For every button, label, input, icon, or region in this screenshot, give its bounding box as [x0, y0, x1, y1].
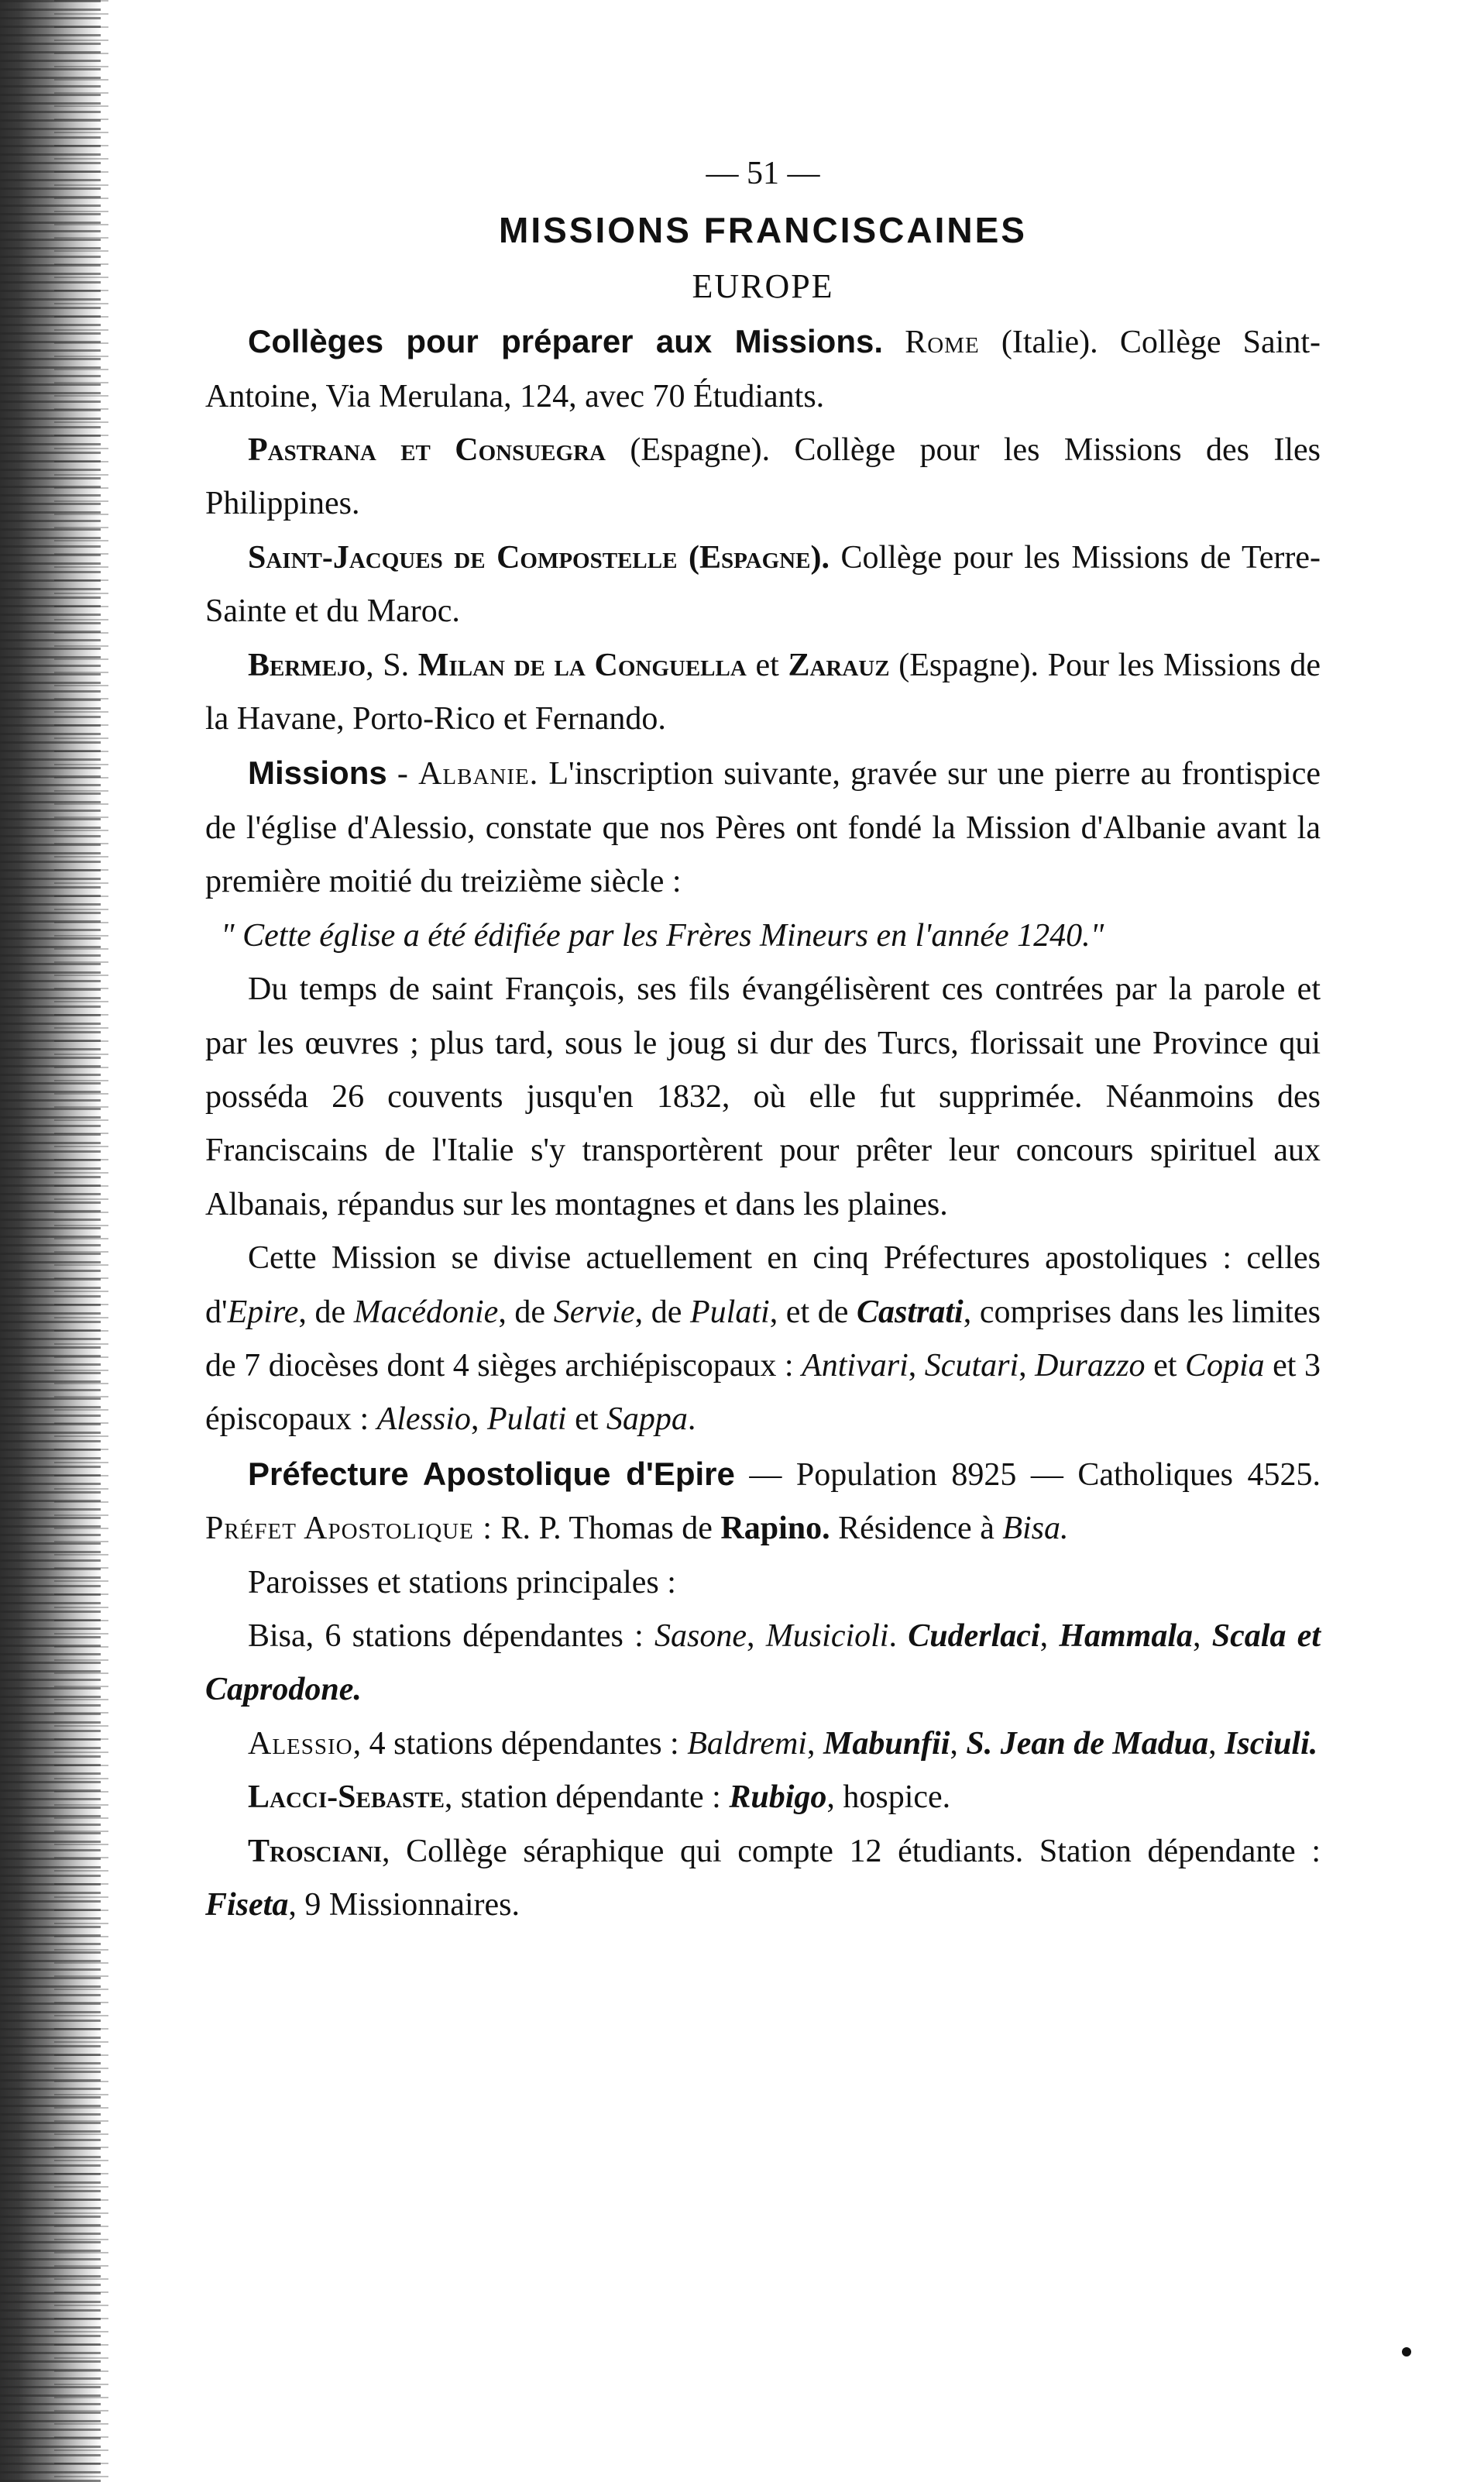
name-macedonie: Macédonie	[353, 1294, 499, 1330]
parish-lacci	[205, 1771, 1321, 1824]
name-castrati: Castrati	[857, 1294, 964, 1330]
prefectures-text-12: et	[566, 1401, 606, 1438]
station-s-jean: S. Jean de Madua	[966, 1725, 1209, 1762]
book-page	[205, 147, 1321, 1932]
station-rubigo: Rubigo	[729, 1779, 827, 1816]
place-milan: Milan de la Conguella	[417, 647, 747, 683]
name-pulati: Pulati	[690, 1294, 770, 1330]
prefectures-text-3: , de	[498, 1294, 554, 1330]
parish-trosciani	[205, 1825, 1321, 1933]
bermejo-sep: , S.	[366, 647, 410, 683]
compostelle-text: Collège pour les Missions de Terre-Sainte et du Maroc.	[205, 539, 1321, 630]
prefectures-text-10: et 3 épiscopaux :	[205, 1347, 1321, 1438]
parishes-intro: Paroisses et stations principales :	[248, 1564, 676, 1600]
parish-alessio: Alessio, 4 stations dépendantes : Baldremi, Mabunfii, S. Jean de Madua, Isciuli.	[248, 1725, 1318, 1762]
albanie-text: L'inscription suivante, gravée sur une pierre au frontispice de l'église d'Alessio, constate que nos Pères ont fondé la Mission d'Albanie avant la première moitié du treizième siècle :	[205, 756, 1321, 900]
name-copia: Copia	[1184, 1347, 1265, 1384]
place-trosciani: Trosciani	[248, 1833, 383, 1869]
section-title: EUROPE	[692, 266, 834, 305]
prefectures-text-7: ,	[908, 1347, 925, 1384]
station-hammala: Hammala	[1059, 1617, 1194, 1654]
place-lacci: Lacci-Sebaste	[248, 1779, 445, 1816]
place-rome: Rome	[905, 325, 980, 361]
albanie-dash: -	[386, 756, 419, 792]
page-number: — 51 —	[706, 156, 820, 191]
paragraph-albanie	[205, 746, 1321, 909]
station-isciuli: Isciuli.	[1225, 1725, 1318, 1762]
name-durazzo: Durazzo	[1035, 1347, 1146, 1384]
lacci-text-2: , hospice.	[826, 1779, 951, 1816]
paragraph-colleges	[205, 315, 1321, 424]
prefectures-text-11: ,	[470, 1401, 487, 1438]
name-alessio: Alessio	[376, 1401, 471, 1438]
page-title: MISSIONS FRANCISCAINES	[499, 210, 1027, 251]
prefect-label: Préfet Apostolique :	[205, 1511, 493, 1547]
prefect-name-end: Rapino.	[720, 1511, 830, 1547]
station-musicioli: Musicioli	[765, 1617, 889, 1654]
name-scutari: Scutari	[924, 1347, 1019, 1384]
station-fiseta: Fiseta	[205, 1887, 289, 1923]
lacci-text: , station dépendante :	[444, 1779, 730, 1816]
prefect-name: R. P. Thomas de	[492, 1511, 721, 1547]
name-servie: Servie	[553, 1294, 635, 1330]
prefectures-text-5: , et de	[769, 1294, 857, 1330]
place-compostelle: Saint-Jacques de Compostelle (Espagne).	[248, 539, 830, 576]
place-bermejo: Bermejo	[248, 647, 366, 683]
place-bisa: Bisa	[248, 1617, 306, 1654]
name-sappa: Sappa	[606, 1401, 688, 1438]
scan-binding-shadow	[54, 0, 108, 2482]
name-epire: Epire	[227, 1294, 299, 1330]
residence-label: Résidence à	[830, 1511, 1003, 1547]
prefectures-text-1: Cette Mission se divise actuellement en cinq Préfectures apostoliques : celles d'	[205, 1240, 1321, 1330]
residence-bisa: Bisa.	[1002, 1511, 1069, 1547]
bisa-text: , 6 stations dépendantes :	[305, 1617, 655, 1654]
inscription-quote: " Cette église a été édifiée par les Frères Mineurs en l'année 1240."	[221, 917, 1104, 954]
colleges-text: (Italie). Collège Saint-Antoine, Via Merulana, 124, avec 70 Étudiants.	[205, 325, 1321, 414]
place-alessio: Alessio	[248, 1725, 353, 1762]
prefecture-population: — Population 8925 — Catholiques 4525.	[734, 1456, 1321, 1493]
name-antivari: Antivari	[802, 1347, 909, 1384]
pastrana-text: (Espagne). Collège pour les Missions des Iles Philippines.	[205, 432, 1321, 522]
paragraph-history: Du temps de saint François, ses fils évangélisèrent ces contrées par la parole et par les œuvres ; plus tard, sous le joug si dur des Turcs, florissait une Province qui posséda 26 couvents jusqu'en 1832, où elle fut supprimée. Néanmoins des Franciscains de l'Italie s'y transportèrent pour prêter leur concours spirituel aux Albanais, répandus sur les montagnes et dans les plaines.	[205, 971, 1321, 1222]
place-zarauz: Zarauz	[788, 647, 890, 683]
prefectures-text-9: et	[1145, 1347, 1185, 1384]
paragraph-compostelle	[205, 531, 1321, 639]
paragraph-prefecture-epire	[205, 1447, 1321, 1556]
alessio-text: , 4 stations dépendantes :	[352, 1725, 688, 1762]
paragraph-bermejo	[205, 639, 1321, 747]
paragraph-prefectures	[205, 1232, 1321, 1447]
station-mabunfii: Mabunfii	[823, 1725, 950, 1762]
prefectures-text-8: ,	[1019, 1347, 1036, 1384]
missions-lead: Missions	[248, 755, 387, 792]
ink-dot	[1402, 2347, 1411, 2357]
parish-bisa: Bisa, 6 stations dépendantes : Sasone, Musicioli. Cuderlaci, Hammala, Scala et Caprodone.	[205, 1617, 1321, 1708]
place-pastrana: Pastrana et Consuegra	[248, 432, 606, 469]
trosciani-text: , Collège séraphique qui compte 12 étudiants. Station dépendante :	[382, 1833, 1321, 1869]
bermejo-and: et	[746, 647, 788, 683]
prefectures-text-13: .	[687, 1401, 696, 1438]
colleges-lead: Collèges pour préparer aux Missions.	[248, 323, 884, 360]
prefectures-text-4: , de	[634, 1294, 691, 1330]
name-pulati-2: Pulati	[486, 1401, 567, 1438]
bermejo-text: (Espagne). Pour les Missions de la Havane, Porto-Rico et Fernando.	[205, 647, 1321, 737]
station-cuderlaci: Cuderlaci	[908, 1617, 1040, 1654]
place-albanie: Albanie.	[418, 756, 539, 792]
station-baldremi: Baldremi	[687, 1725, 807, 1762]
station-sasone: Sasone	[654, 1617, 747, 1654]
prefectures-text-2: , de	[298, 1294, 354, 1330]
prefectures-text-6: , comprises dans les limites de 7 diocèses dont 4 sièges archiépiscopaux :	[205, 1294, 1321, 1384]
prefecture-title: Préfecture Apostolique d'Epire	[248, 1455, 735, 1492]
station-scala: Scala et Caprodone.	[205, 1617, 1321, 1708]
paragraph-pastrana	[205, 424, 1321, 531]
trosciani-text-2: , 9 Missionnaires.	[288, 1887, 520, 1923]
